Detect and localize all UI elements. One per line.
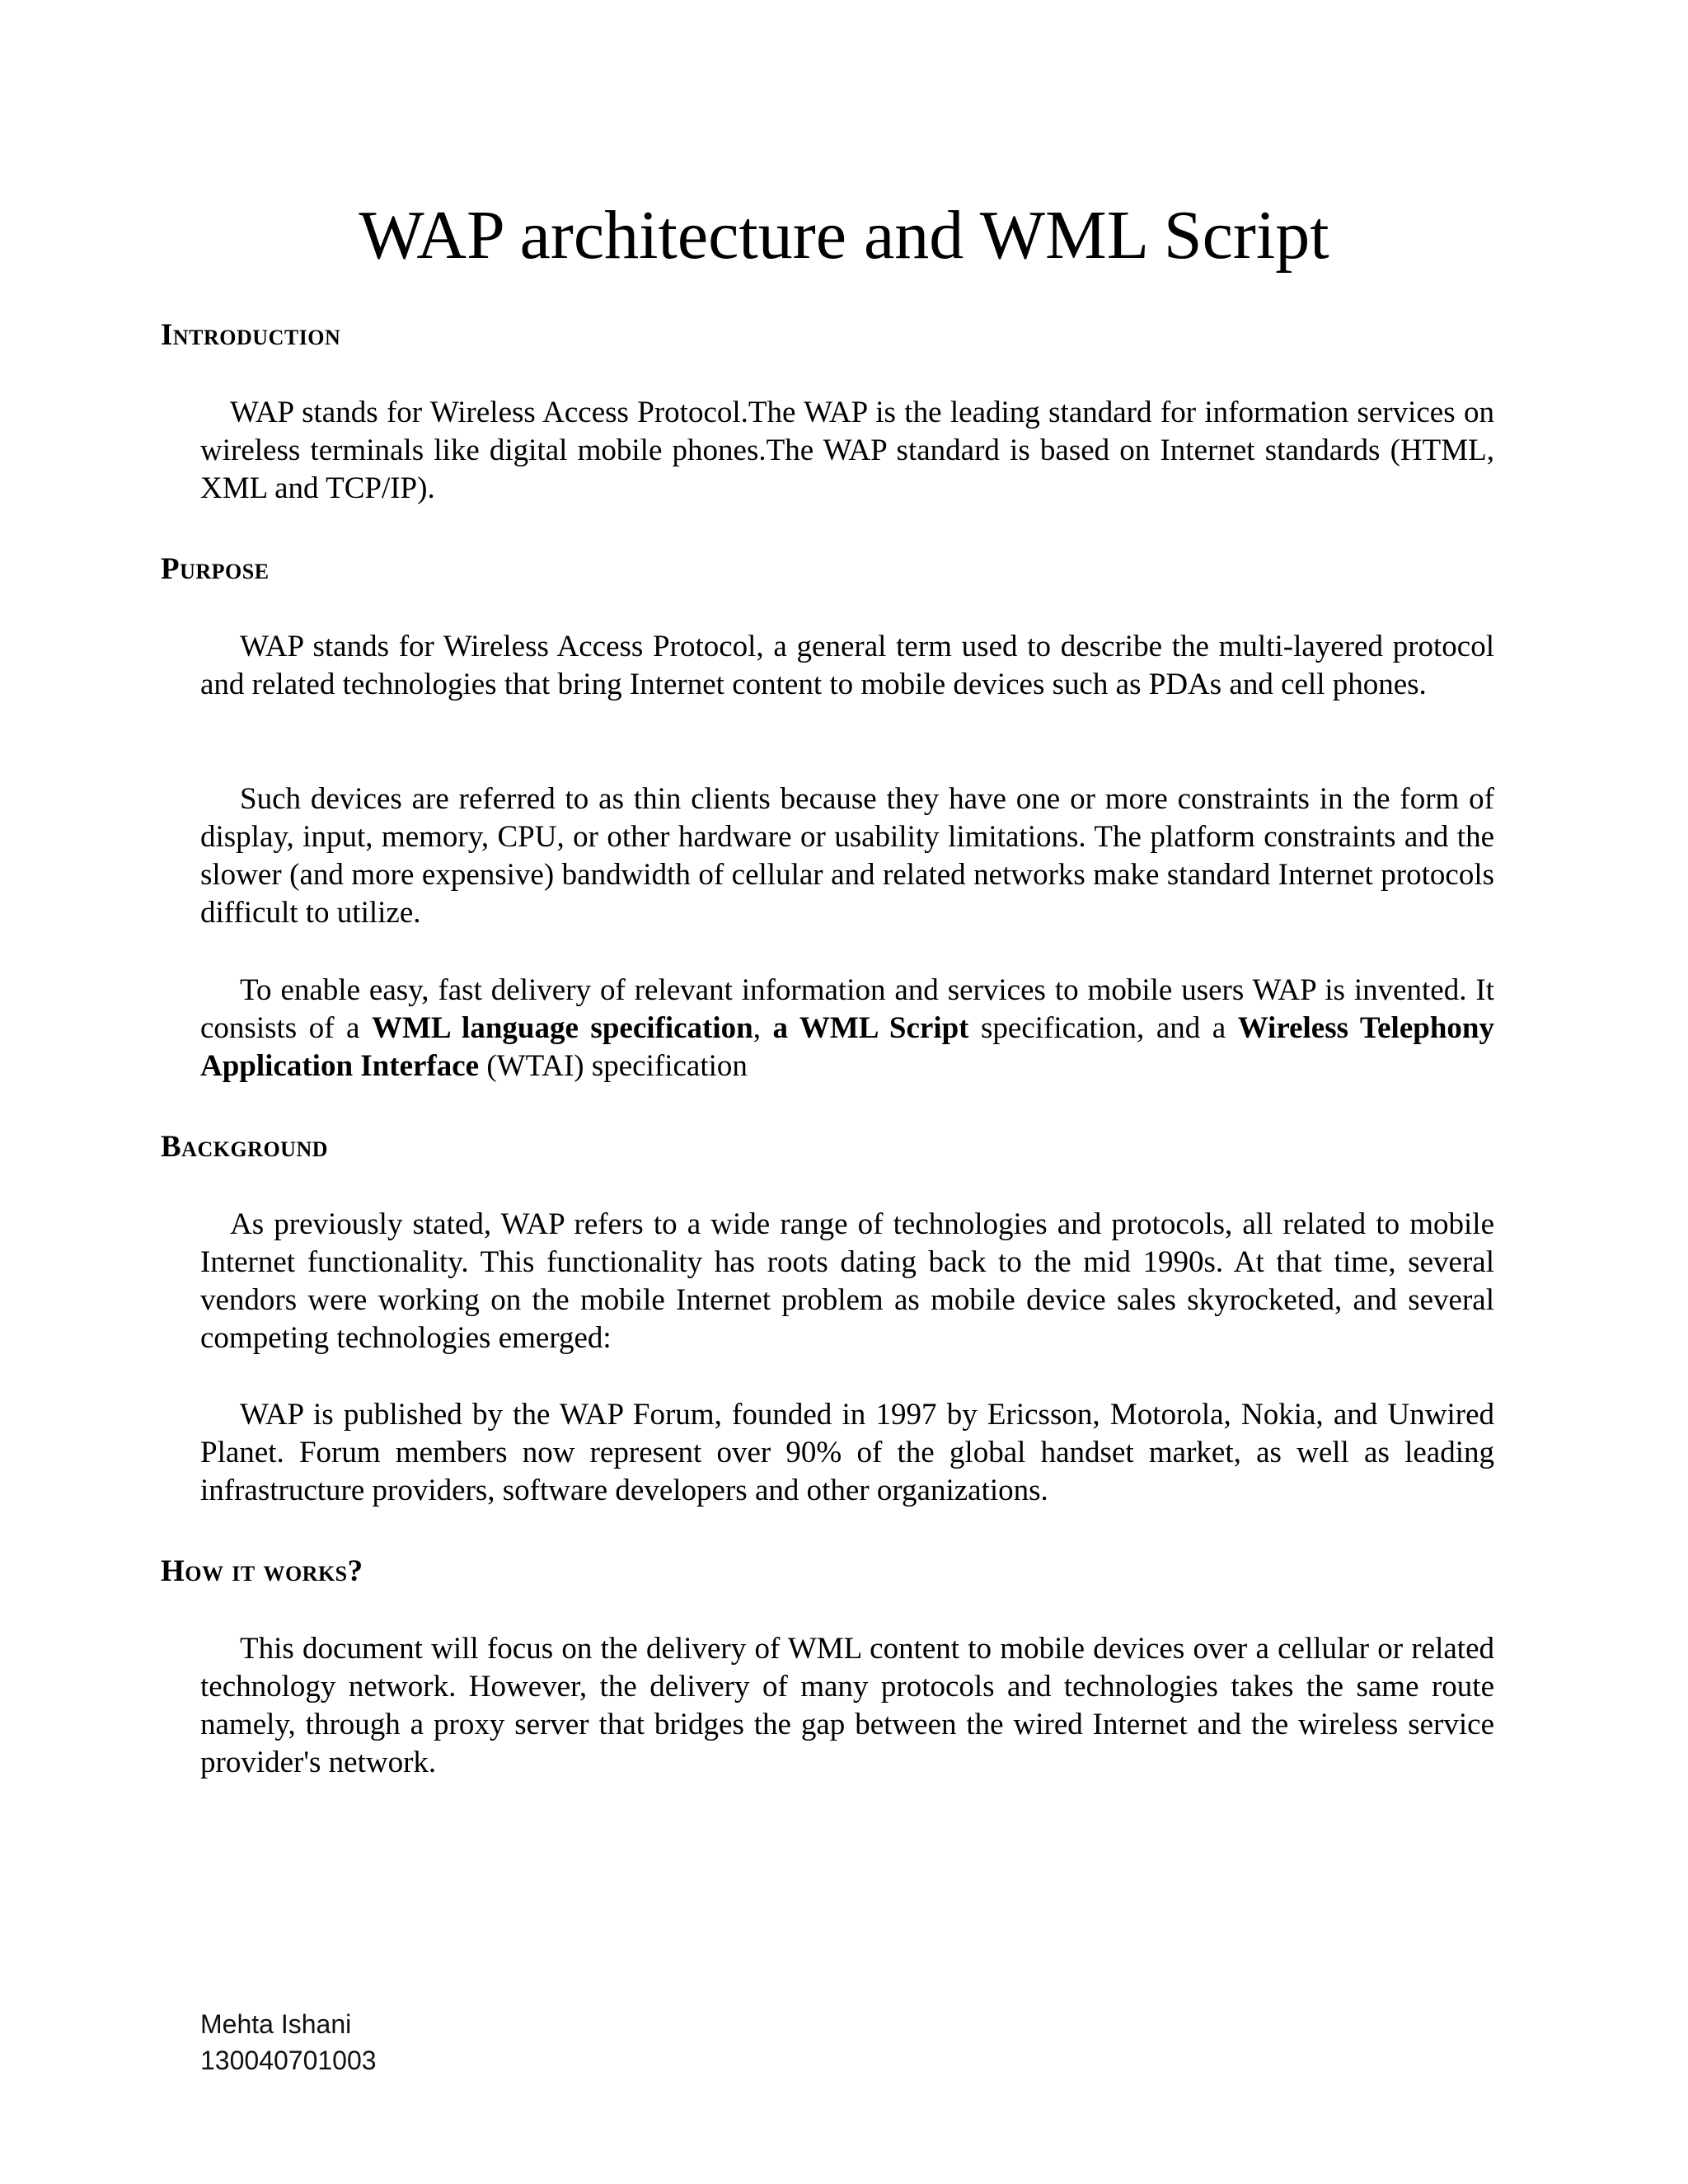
wtai-bold: Wireless Telephony Application Interface [200,1011,1494,1083]
purpose-paragraph-3: To enable easy, fast delivery of relevant information and services to mobile users WAP is invented. It consists of a WML language specification, a WML Script specification, and a Wireless Telephony Application Interface (WTAI) specification [200,973,1494,1083]
section-heading-how-it-works: How it works? [161,1554,363,1588]
how-it-works-paragraph: This document will focus on the delivery of WML content to mobile devices over a cellular or related technology network. However, the delivery of many protocols and technologies takes the same route namely, through a proxy server that bridges the gap between the wired Internet and the wireless service provider's network. [200,1632,1494,1779]
section-heading-purpose: Purpose [161,552,270,586]
introduction-paragraph: WAP stands for Wireless Access Protocol.The WAP is the leading standard for information services on wireless terminals like digital mobile phones.The WAP standard is based on Internet standards (HTML, XML and TCP/IP). [200,396,1494,505]
footer [200,2006,377,2079]
background-paragraph-1: As previously stated, WAP refers to a wide range of technologies and protocols, all related to mobile Internet functionality. This functionality has roots dating back to the mid 1990s. At that time, several vendors were working on the mobile Internet problem as mobile device sales skyrocketed, and several competing technologies emerged: [200,1207,1494,1355]
purpose-paragraph-2: Such devices are referred to as thin clients because they have one or more constraints in the form of display, input, memory, CPU, or other hardware or usability limitations. The platform constraints and the slower (and more expensive) bandwidth of cellular and related networks make standard Internet protocols difficult to utilize. [200,782,1494,930]
section-heading-background: Background [161,1130,329,1164]
purpose-paragraph-1: WAP stands for Wireless Access Protocol, a general term used to describe the multi-layered protocol and related technologies that bring Internet content to mobile devices such as PDAs and cell phones. [200,630,1494,701]
background-paragraph-2: WAP is published by the WAP Forum, founded in 1997 by Ericsson, Motorola, Nokia, and Unwired Planet. Forum members now represent over 90% of the global handset market, as well as leading infrastructure providers, software developers and other organizations. [200,1398,1494,1507]
footer-author-name: Mehta Ishani [200,2009,352,2039]
wml-language-spec-bold: WML language specification [371,1011,753,1045]
document-title: WAP architecture and WML Script [359,197,1329,274]
wml-script-bold: a WML Script [772,1011,969,1045]
section-heading-introduction: Introduction [161,318,341,352]
footer-student-id: 130040701003 [200,2046,377,2075]
